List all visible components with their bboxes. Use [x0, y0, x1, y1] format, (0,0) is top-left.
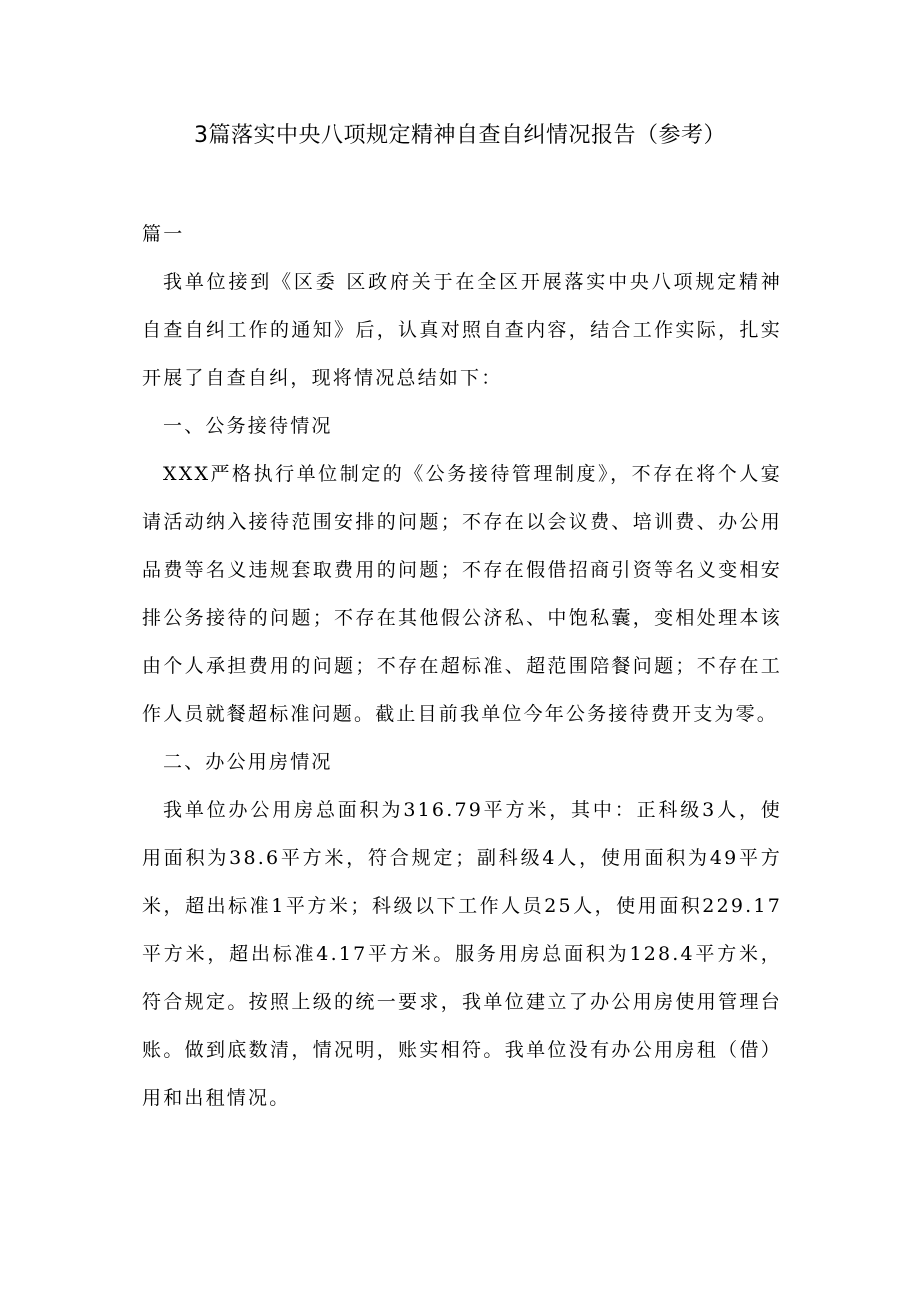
- document-title: 3篇落实中央八项规定精神自查自纠情况报告（参考）: [194, 123, 726, 148]
- section-label: 篇一: [142, 223, 185, 245]
- office-space-paragraph: 我单位办公用房总面积为316.79平方米，其中：正科级3人，使用面积为38.6平方米，符合规定；副科级4人，使用面积为49平方米，超出标准1平方米；科级以下工作人员25人，使用面积229.17平方米，超出标准4.17平方米。服务用房总面积为128.4平方米，符合规定。按照上级的统一要求，我单位建立了办公用房使用管理台账。做到底数清，情况明，账实相符。我单位没有办公用房租（借）用和出租情况。: [142, 799, 782, 1109]
- heading-office-space: 二、办公用房情况: [163, 751, 333, 773]
- document-body: [142, 210, 782, 1122]
- reception-paragraph: XXX严格执行单位制定的《公务接待管理制度》，不存在将个人宴请活动纳入接待范围安排的问题；不存在以会议费、培训费、办公用品费等名义违规套取费用的问题；不存在假借招商引资等名义变相安排公务接待的问题；不存在其他假公济私、中饱私囊，变相处理本该由个人承担费用的问题；不存在超标准、超范围陪餐问题；不存在工作人员就餐超标准问题。截止目前我单位今年公务接待费开支为零。: [142, 463, 782, 725]
- intro-paragraph: 我单位接到《区委 区政府关于在全区开展落实中央八项规定精神自查自纠工作的通知》后，认真对照自查内容，结合工作实际，扎实开展了自查自纠，现将情况总结如下：: [142, 271, 782, 389]
- heading-reception: 一、公务接待情况: [163, 415, 333, 437]
